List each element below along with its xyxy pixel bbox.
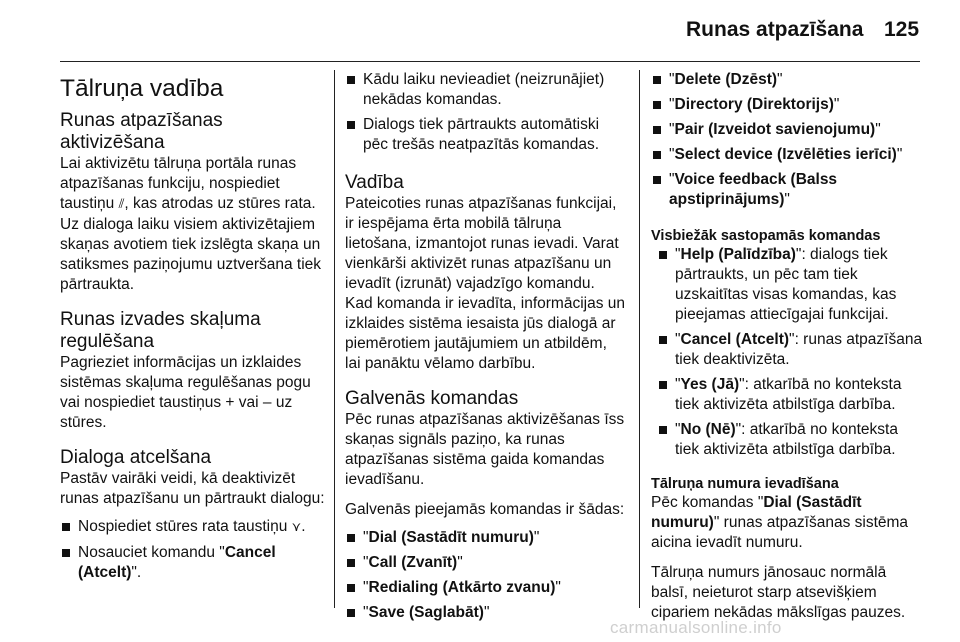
page-header	[0, 0, 960, 60]
paragraph-activation	[60, 154, 325, 295]
list-item: "Select device (Izvēlēties ierīci)"	[651, 145, 926, 165]
section-title-volume: Runas izvades skaļuma regulēšana	[60, 309, 261, 352]
column-divider-1	[334, 70, 335, 608]
list-item: "Voice feedback (Balss apstiprinājums)"	[651, 170, 926, 210]
command-name: Pair (Izveidot savienojumu)	[674, 121, 876, 138]
list-item: "Call (Zvanīt)"	[345, 553, 625, 573]
list-item: "No (Nē)": atkarībā no konteksta tiek aktivizēta atbilstīga darbība.	[657, 420, 926, 460]
command-name: Save (Saglabāt)	[368, 604, 484, 621]
command-name: Directory (Direktorijs)	[674, 96, 834, 113]
column-3	[651, 70, 926, 623]
list-item: "Redialing (Atkārto zvanu)"	[345, 578, 625, 598]
text: , kas atrodas uz stūres rata. Uz dialoga laiku visiem aktivizētajiem skaņas avotiem tiek izslēgta skaņa un satiksmes paziņojumu uztveršana tiek pārtraukta.	[60, 195, 322, 293]
list-item: Dialogs tiek pārtraukts automātiski pēc trešās neatpazītās komandas.	[345, 115, 625, 155]
list-item: "Cancel (Atcelt)": runas atpazīšana tiek deaktivizēta.	[657, 330, 926, 370]
cancel-list-continued	[345, 70, 625, 155]
main-heading: Tālruņa vadība	[60, 75, 224, 102]
header-title: Runas atpazīšana	[686, 18, 864, 41]
list-item: Nospiediet stūres rata taustiņu ⋎.	[60, 517, 325, 538]
list-item: "Yes (Jā)": atkarībā no konteksta tiek aktivizēta atbilstīga darbība.	[657, 375, 926, 415]
paragraph-number-entry	[651, 493, 926, 553]
command-list	[345, 528, 625, 623]
column-divider-2	[639, 70, 640, 608]
command-name: Dial (Sastādīt numuru)	[368, 529, 534, 546]
paragraph-cancel: Pastāv vairāki veidi, kā deaktivizēt runas atpazīšanu un pārtraukt dialogu:	[60, 470, 325, 507]
watermark: carmanualsonline.info	[610, 618, 782, 637]
command-name: Dial (Sastādīt numuru)	[651, 494, 862, 531]
column-1	[60, 70, 325, 588]
text: ".	[131, 564, 142, 581]
text: : atkarībā no konteksta tiek aktivizēta atbilstīga darbība.	[675, 376, 902, 413]
section-title-number-entry: Tālruņa numura ievadīšana	[651, 476, 839, 492]
cancel-list	[60, 517, 325, 583]
command-name: Help (Palīdzība)	[680, 246, 796, 263]
list-item: "Help (Palīdzība)": dialogs tiek pārtraukts, un pēc tam tiek uzskaitītas visas komandas, kas pieejamas attiecīgajai funkcijai.	[657, 245, 926, 325]
paragraph-main-commands: Pēc runas atpazīšanas aktivizēšanas īss skaņas signāls paziņo, ka runas atpazīšanas sistēma gaida komandas ievadīšanu.	[345, 411, 625, 488]
list-item: "Directory (Direktorijs)"	[651, 95, 926, 115]
section-title-activation: Runas atpazīšanas aktivizēšana	[60, 110, 223, 153]
text: Nosauciet komandu "	[78, 544, 225, 561]
header-rule	[60, 61, 920, 62]
text: : runas atpazīšana tiek deaktivizēta.	[675, 331, 923, 368]
command-name: Voice feedback (Balss apstiprinājums)	[669, 171, 838, 208]
command-name: Cancel (Atcelt)	[680, 331, 790, 348]
voice-end-icon: ⋎	[291, 520, 302, 535]
list-item: "Save (Saglabāt)"	[345, 603, 625, 623]
command-name: Call (Zvanīt)	[368, 554, 458, 571]
list-item: Kādu laiku nevieadiet (neizrunājiet) nekādas komandas.	[345, 70, 625, 110]
text: Pēc komandas "	[651, 494, 764, 511]
voice-command-icon: ⫽	[118, 197, 125, 212]
section-title-operation: Vadība	[345, 172, 404, 193]
command-name: Redialing (Atkārto zvanu)	[368, 579, 556, 596]
list-item: "Pair (Izveidot savienojumu)"	[651, 120, 926, 140]
paragraph-volume: Pagrieziet informācijas un izklaides sistēmas skaļuma regulēšanas pogu vai nospiediet taustiņus + vai – uz stūres.	[60, 354, 311, 431]
section-title-main-commands: Galvenās komandas	[345, 388, 519, 409]
command-name: Delete (Dzēst)	[674, 71, 778, 88]
paragraph-operation: Pateicoties runas atpazīšanas funkcijai, ir iespējama ērta mobilā tālruņa lietošana, izmantojot runas ievadi. Varat vienkārši aktivizēt runas atpazīšanu un ievadīt (izrunāt) vajadzīgo komandu. Kad komanda ir ievadīta, informācijas un izklaides sistēma iesaista jūs dialogā ar piemērotiem jautājumiem un atbildēm, lai panāktu vēlamo darbību.	[345, 195, 626, 372]
column-2	[345, 70, 625, 628]
paragraph-number-speaking: Tālruņa numurs jānosauc normālā balsī, neieturot starp atsevišķiem cipariem nekādas mākslīgas pauzes.	[651, 564, 906, 621]
page-number: 125	[884, 18, 920, 41]
command-name: Select device (Izvēlēties ierīci)	[674, 146, 897, 163]
section-title-cancel: Dialoga atcelšana	[60, 447, 212, 468]
list-item	[60, 543, 325, 583]
text: " runas atpazīšanas sistēma aicina ievadīt numuru.	[651, 514, 909, 551]
section-title-common: Visbiežāk sastopamās komandas	[651, 228, 881, 244]
common-command-list	[651, 245, 926, 460]
list-item: "Dial (Sastādīt numuru)"	[345, 528, 625, 548]
text: : dialogs tiek pārtraukts, un pēc tam tiek uzskaitītas visas komandas, kas pieejamas attiecīgajai funkcijai.	[675, 246, 897, 323]
paragraph-available: Galvenās pieejamās komandas ir šādas:	[345, 501, 625, 518]
command-list-continued	[651, 70, 926, 210]
text: Nospiediet stūres rata taustiņu	[78, 518, 292, 535]
command-name: No (Nē)	[680, 421, 736, 438]
text: Lai aktivizētu tālruņa portāla runas atpazīšanas funkciju, nospiediet taustiņu	[60, 155, 297, 212]
list-item: "Delete (Dzēst)"	[651, 70, 926, 90]
text: : atkarībā no konteksta tiek aktivizēta atbilstīga darbība.	[675, 421, 898, 458]
command-name: Yes (Jā)	[680, 376, 740, 393]
command-name: Cancel (Atcelt)	[78, 544, 276, 581]
